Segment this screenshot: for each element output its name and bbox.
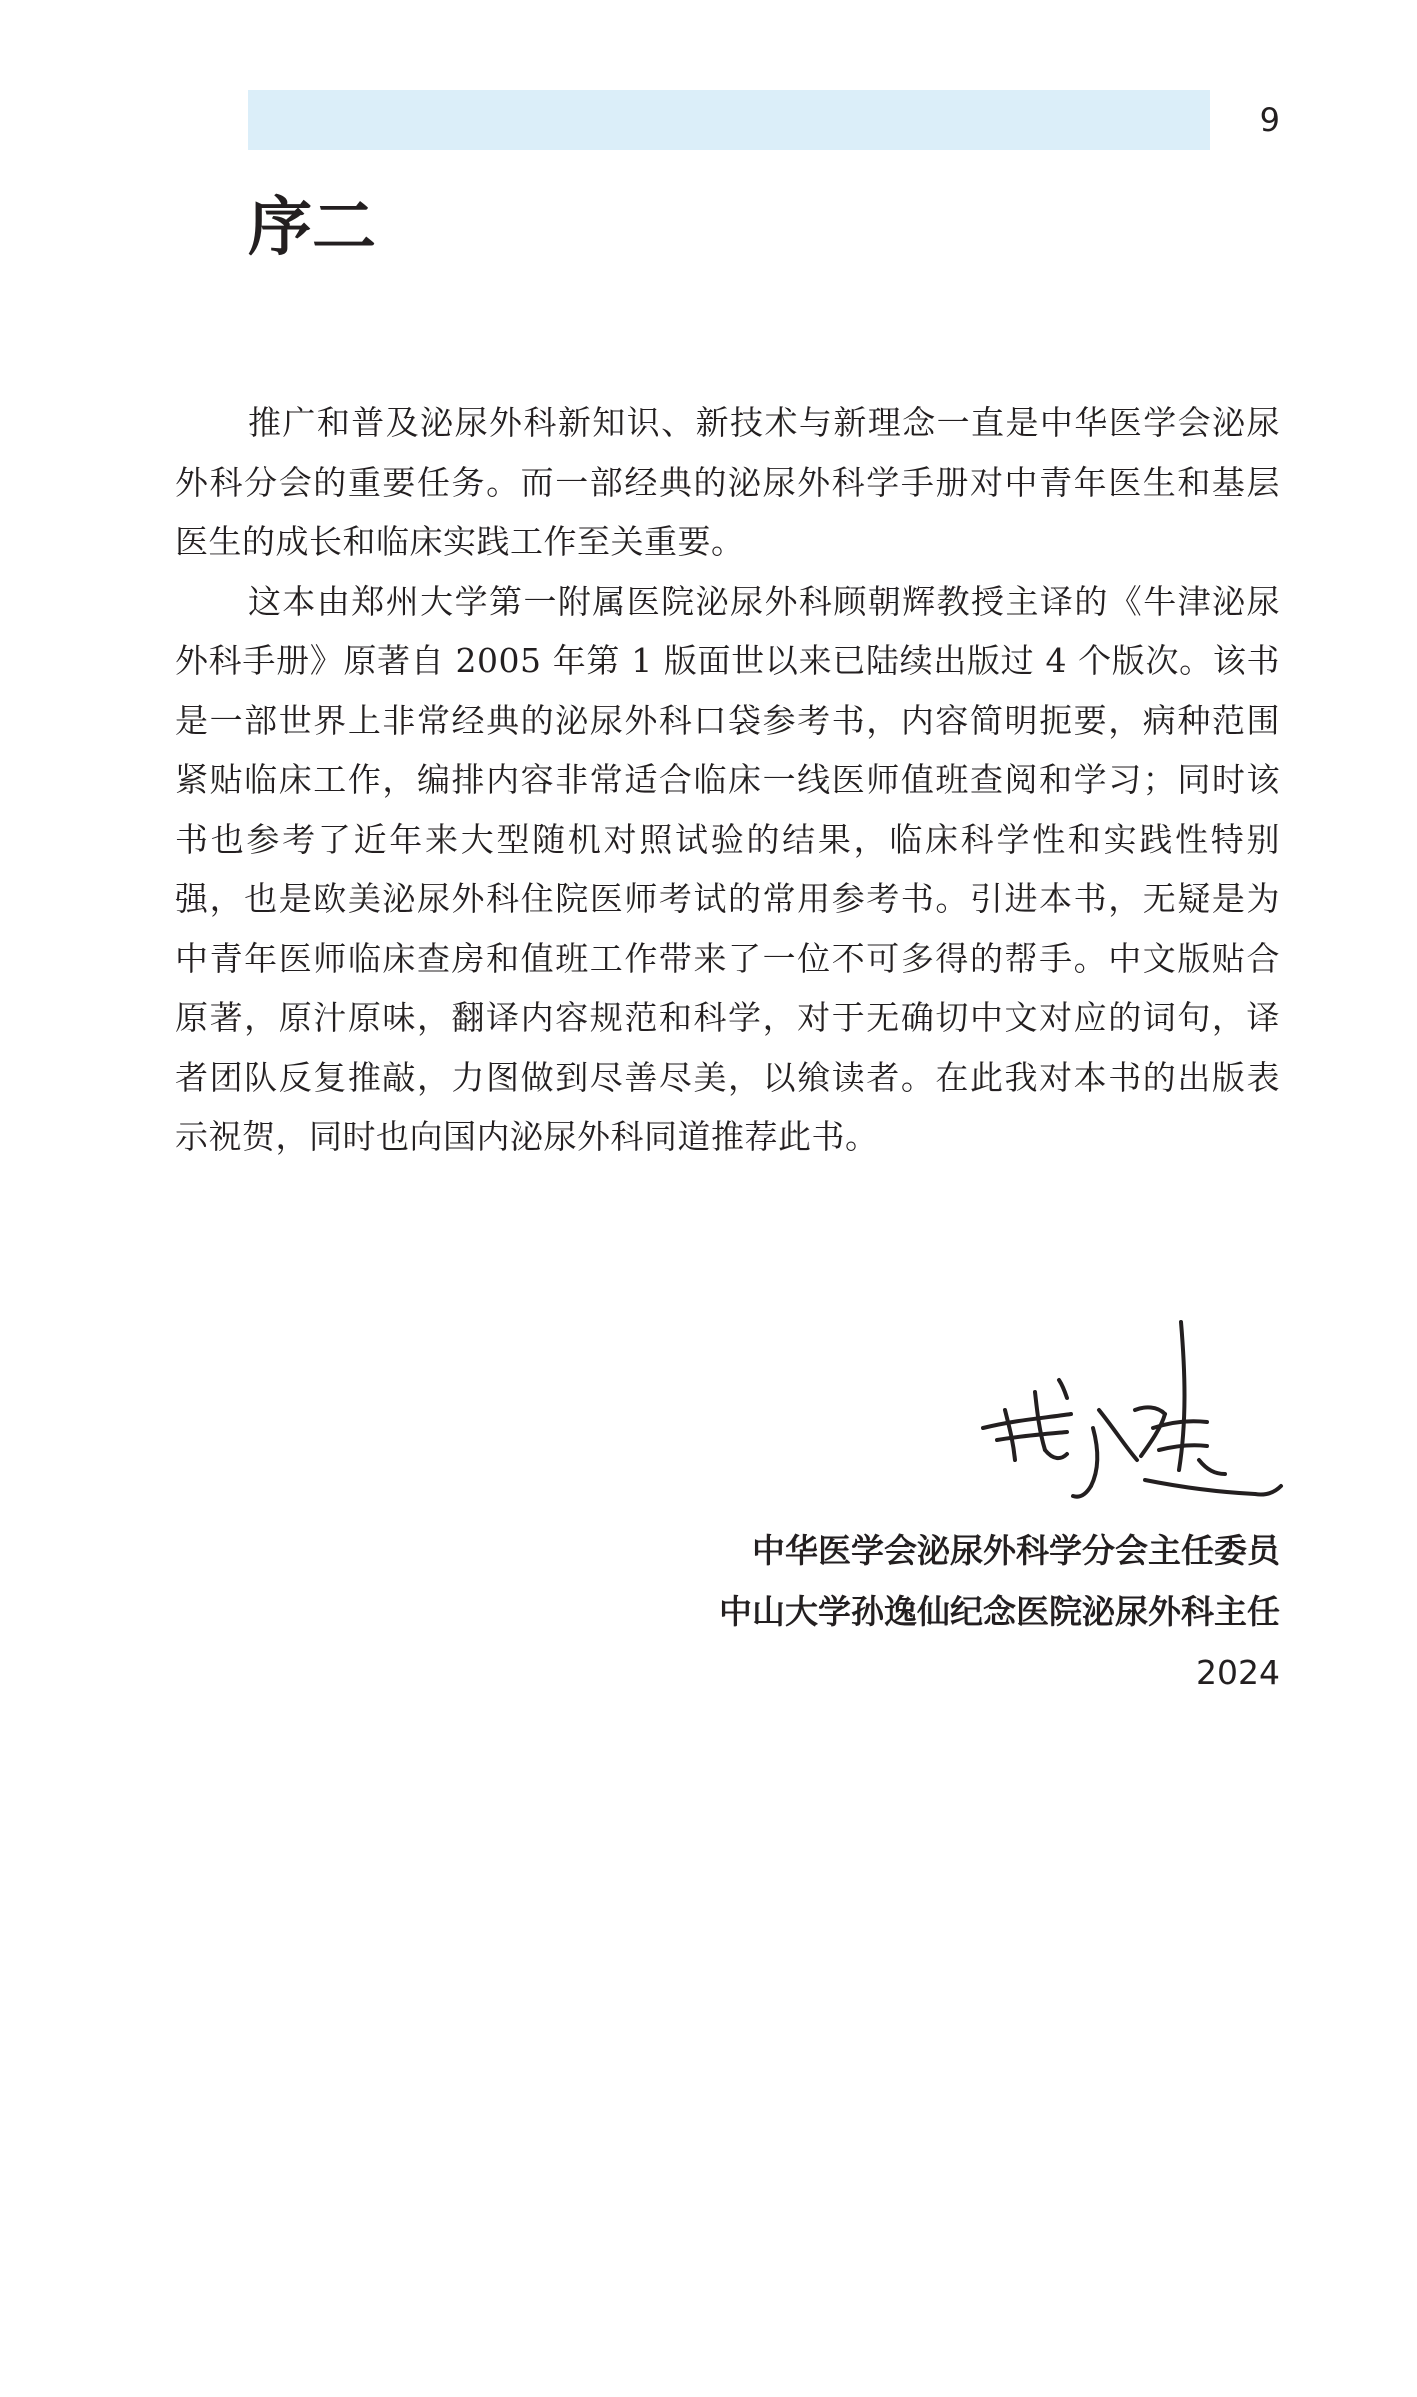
signature-year: 2024 — [1196, 1653, 1280, 1692]
header-band — [248, 90, 1210, 150]
handwritten-signature-icon — [975, 1310, 1295, 1510]
signer-title: 中山大学孙逸仙纪念医院泌尿外科主任 — [719, 1592, 1280, 1631]
signature-block — [719, 1520, 1280, 1703]
preface-body — [175, 393, 1280, 1167]
page-number: 9 — [1259, 101, 1280, 139]
paragraph: 推广和普及泌尿外科新知识、新技术与新理念一直是中华医学会泌尿外科分会的重要任务。而一部经典的泌尿外科学手册对中青年医生和基层医生的成长和临床实践工作至关重要。 — [175, 403, 1280, 561]
page-title: 序二 — [248, 191, 376, 265]
signer-title: 中华医学会泌尿外科学分会主任委员 — [752, 1531, 1280, 1570]
paragraph: 这本由郑州大学第一附属医院泌尿外科顾朝辉教授主译的《牛津泌尿外科手册》原著自 2005 年第 1 版面世以来已陆续出版过 4 个版次。该书是一部世界上非常经典的泌尿外科口袋参考书，内容简明扼要，病种范围紧贴临床工作，编排内容非常适合临床一线医师值班查阅和学习；同时该书也参考了近年来大型随机对照试验的结果，临床科学性和实践性特别强，也是欧美泌尿外科住院医师考试的常用参考书。引进本书，无疑是为中青年医师临床查房和值班工作带来了一位不可多得的帮手。中文版贴合原著，原汁原味，翻译内容规范和科学，对于无确切中文对应的词句，译者团队反复推敲，力图做到尽善尽美，以飨读者。在此我对本书的出版表示祝贺，同时也向国内泌尿外科同道推荐此书。 — [175, 581, 1280, 1156]
